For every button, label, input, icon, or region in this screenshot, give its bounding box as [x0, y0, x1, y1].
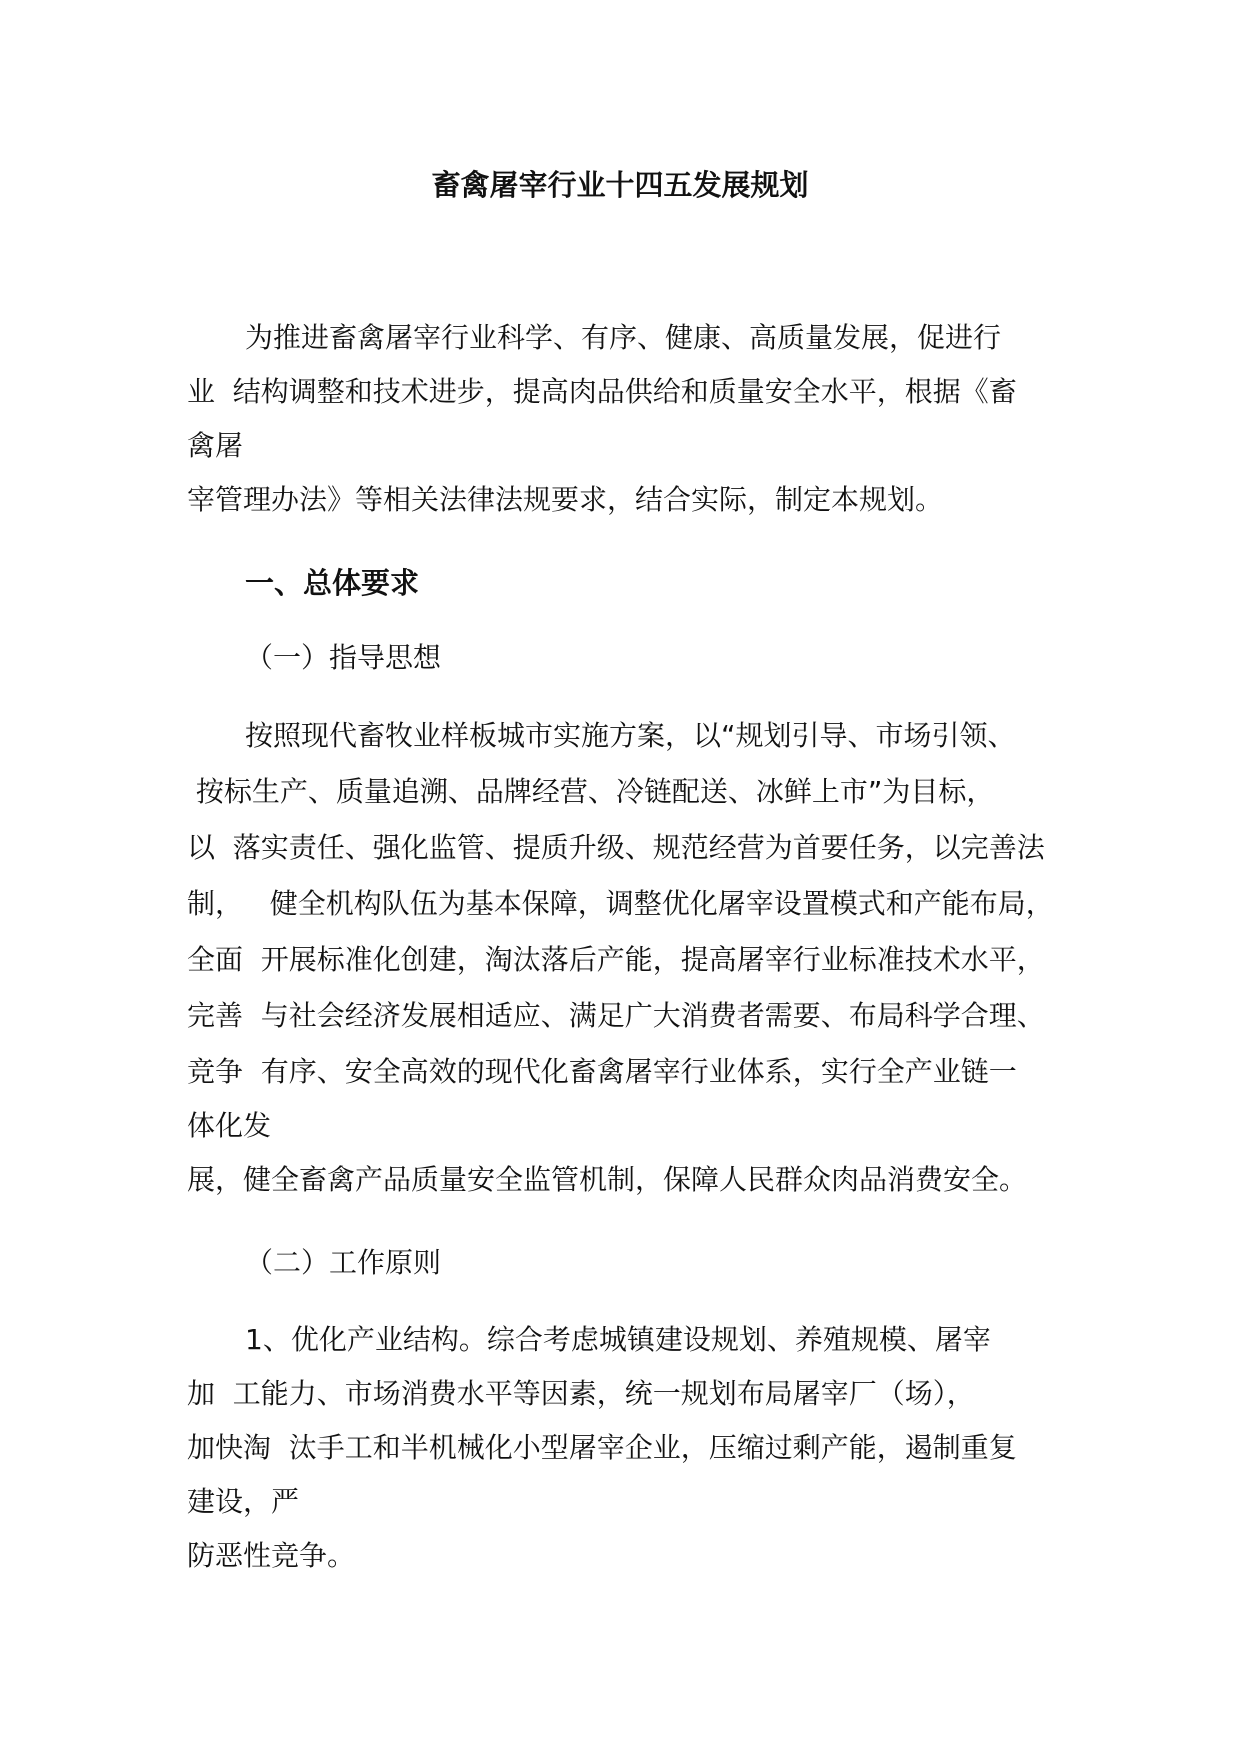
paragraph-line: 展，健全畜禽产品质量安全监管机制，保障人民群众肉品消费安全。	[187, 1163, 1028, 1196]
paragraph-line: 以 落实责任、强化监管、提质升级、规范经营为首要任务，以完善法	[187, 831, 1045, 864]
subsection-heading: （二）工作原则	[245, 1246, 442, 1279]
intro-line: 为推进畜禽屠宰行业科学、有序、健康、高质量发展，促进行	[245, 321, 1002, 354]
paragraph-line: 体化发	[187, 1109, 272, 1142]
paragraph-line: 完善 与社会经济发展相适应、满足广大消费者需要、布局科学合理、	[187, 999, 1045, 1032]
paragraph-line: 竞争 有序、安全高效的现代化畜禽屠宰行业体系，实行全产业链一	[187, 1055, 1017, 1088]
paragraph-line: 全面 开展标准化创建，淘汰落后产能，提高屠宰行业标准技术水平，	[187, 943, 1045, 976]
paragraph-line: 按照现代畜牧业样板城市实施方案，以“规划引导、市场引领、	[245, 719, 1016, 752]
intro-line: 业 结构调整和技术进步，提高肉品供给和质量安全水平，根据《畜	[187, 375, 1017, 408]
paragraph-line: 1、优化产业结构。综合考虑城镇建设规划、养殖规模、屠宰	[245, 1323, 991, 1356]
paragraph-line: 加 工能力、市场消费水平等因素，统一规划布局屠宰厂（场），	[187, 1377, 975, 1410]
paragraph-line: 制， 健全机构队伍为基本保障，调整优化屠宰设置模式和产能布局，	[187, 887, 1054, 920]
document-title: 畜禽屠宰行业十四五发展规划	[431, 168, 809, 202]
subsection-heading: （一）指导思想	[245, 641, 442, 674]
section-heading: 一、总体要求	[245, 566, 420, 600]
intro-line: 禽屠	[187, 429, 244, 462]
intro-line: 宰管理办法》等相关法律法规要求，结合实际，制定本规划。	[187, 483, 944, 516]
paragraph-line: 加快淘 汰手工和半机械化小型屠宰企业，压缩过剩产能，遏制重复	[187, 1431, 1017, 1464]
paragraph-line: 建设，严	[187, 1485, 300, 1518]
paragraph-line: 按标生产、质量追溯、品牌经营、冷链配送、冰鲜上市”为目标，	[187, 775, 995, 808]
paragraph-line: 防恶性竞争。	[187, 1539, 356, 1572]
